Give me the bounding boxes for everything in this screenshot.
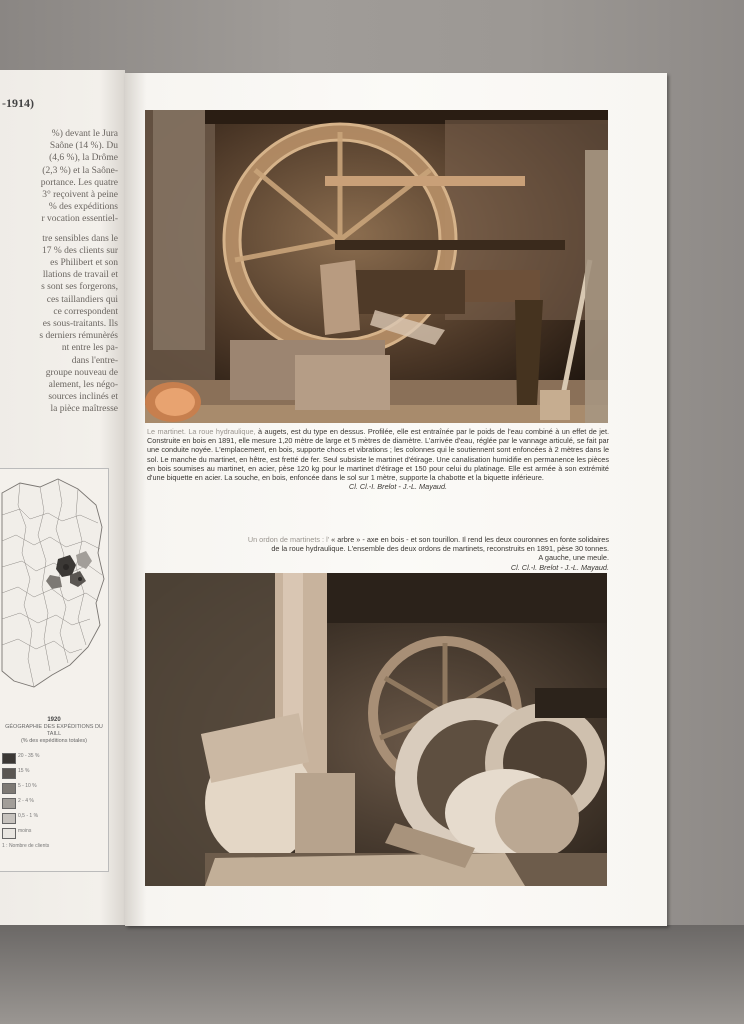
- map-subtitle: (% des expéditions totales): [20, 738, 88, 744]
- photo-credit: Cl. Cl.-I. Brelot - J.-L. Mayaud.: [510, 562, 609, 572]
- right-page: [125, 73, 667, 926]
- caption-lead: Un ordon de martinets : l': [247, 535, 330, 544]
- running-header: -1914): [2, 96, 34, 110]
- legend-item: moins: [2, 826, 102, 841]
- legend-swatch: [2, 753, 16, 764]
- legend-swatch: [2, 768, 16, 779]
- left-paragraph-1: %) devant le Jura Saône (14 %). Du (4,6 %), la Drôme (2,3 %) et la Saône- portance. Les quatre 3° reçoivent à peine % des expéditions r vocation essentiel-: [40, 129, 118, 225]
- expeditions-map-figure: [0, 468, 109, 872]
- left-paragraph-2: tre sensibles dans le 17 % des clients sur es Philibert et son llations de travail et s sont ses forgerons, ces taillandiers qui ce correspondent es sous-traitants. Ils s derniers rémunèrés nt entre les pa- dans l'entre- groupe nouveau de alement, les négo- sources inclinés et la pièce maîtresse: [39, 233, 118, 415]
- legend-swatch: [2, 828, 16, 839]
- caption-lead: Le martinet. La roue hydraulique,: [147, 427, 256, 436]
- legend-item: 2 - 4 %: [2, 796, 102, 811]
- legend-item: 0,5 - 1 %: [2, 811, 102, 826]
- caption-line-1: « arbre » - axe en bois - et son tourillon. Il rend les deux couronnes en fonte solidaires: [329, 535, 609, 544]
- caption-text: à augets, est du type en dessus. Profilée, elle est entraînée par le poids de l'eau combiné à un effet de jet. Construite en bois en 1891, elle mesure 1,20 mètre de large et 5 mètres de diamètre. L'arrivée d'eau, réglée par le vannage articulé, se fait par une conduite noyée. L'emplacement, en bois, supporte chocs et vibrations ; les colonnes qui le soutiennent sont enfoncées à 2 mètres dans le sol. Le manche du martinet, en hêtre, est fretté de fer. Seul subsiste le martinet d'étirage. Une canalisation humidifie en permanence les pièces en bois soumises au martinet, en acier, pèse 120 kg pour le martinet d'étirage et 150 pour celui du platinage. Elle est armée à son extrémité d'une biquette en acier. La souche, en bois, enfoncée dans le sol sur 1 mètre, supporte la chabotte et la biquette inférieure.: [147, 427, 609, 483]
- legend-item: 20 - 35 %: [2, 751, 102, 766]
- caption-line-3: A gauche, une meule.: [538, 553, 609, 563]
- legend-swatch: [2, 813, 16, 824]
- scan-background: [0, 925, 744, 1024]
- caption-line-2: de la roue hydraulique. L'ensemble des deux ordons de martinets, reconstruits en 1891, pèse 30 tonnes.: [271, 544, 609, 554]
- gear-wheels-photo: [145, 573, 607, 886]
- legend-swatch: [2, 783, 16, 794]
- left-page: [0, 70, 125, 925]
- map-legend: [2, 751, 102, 849]
- left-body-text: [0, 128, 118, 423]
- legend-note: 1 : Nombre de clients: [2, 843, 50, 849]
- legend-item: 15 %: [2, 766, 102, 781]
- map-caption: [4, 717, 104, 745]
- water-wheel-photo: [145, 110, 608, 423]
- france-departments-map: [0, 475, 106, 705]
- legend-swatch: [2, 798, 16, 809]
- bottom-photo-caption: [147, 535, 609, 572]
- legend-item: 5 - 10 %: [2, 781, 102, 796]
- photo-credit: Cl. Cl.-I. Brelot - J.-L. Mayaud.: [348, 482, 448, 492]
- map-title: GÉOGRAPHIE DES EXPÉDITIONS DU TAILL: [5, 724, 103, 737]
- map-year: 1920: [47, 717, 61, 723]
- top-photo-caption: [147, 427, 609, 491]
